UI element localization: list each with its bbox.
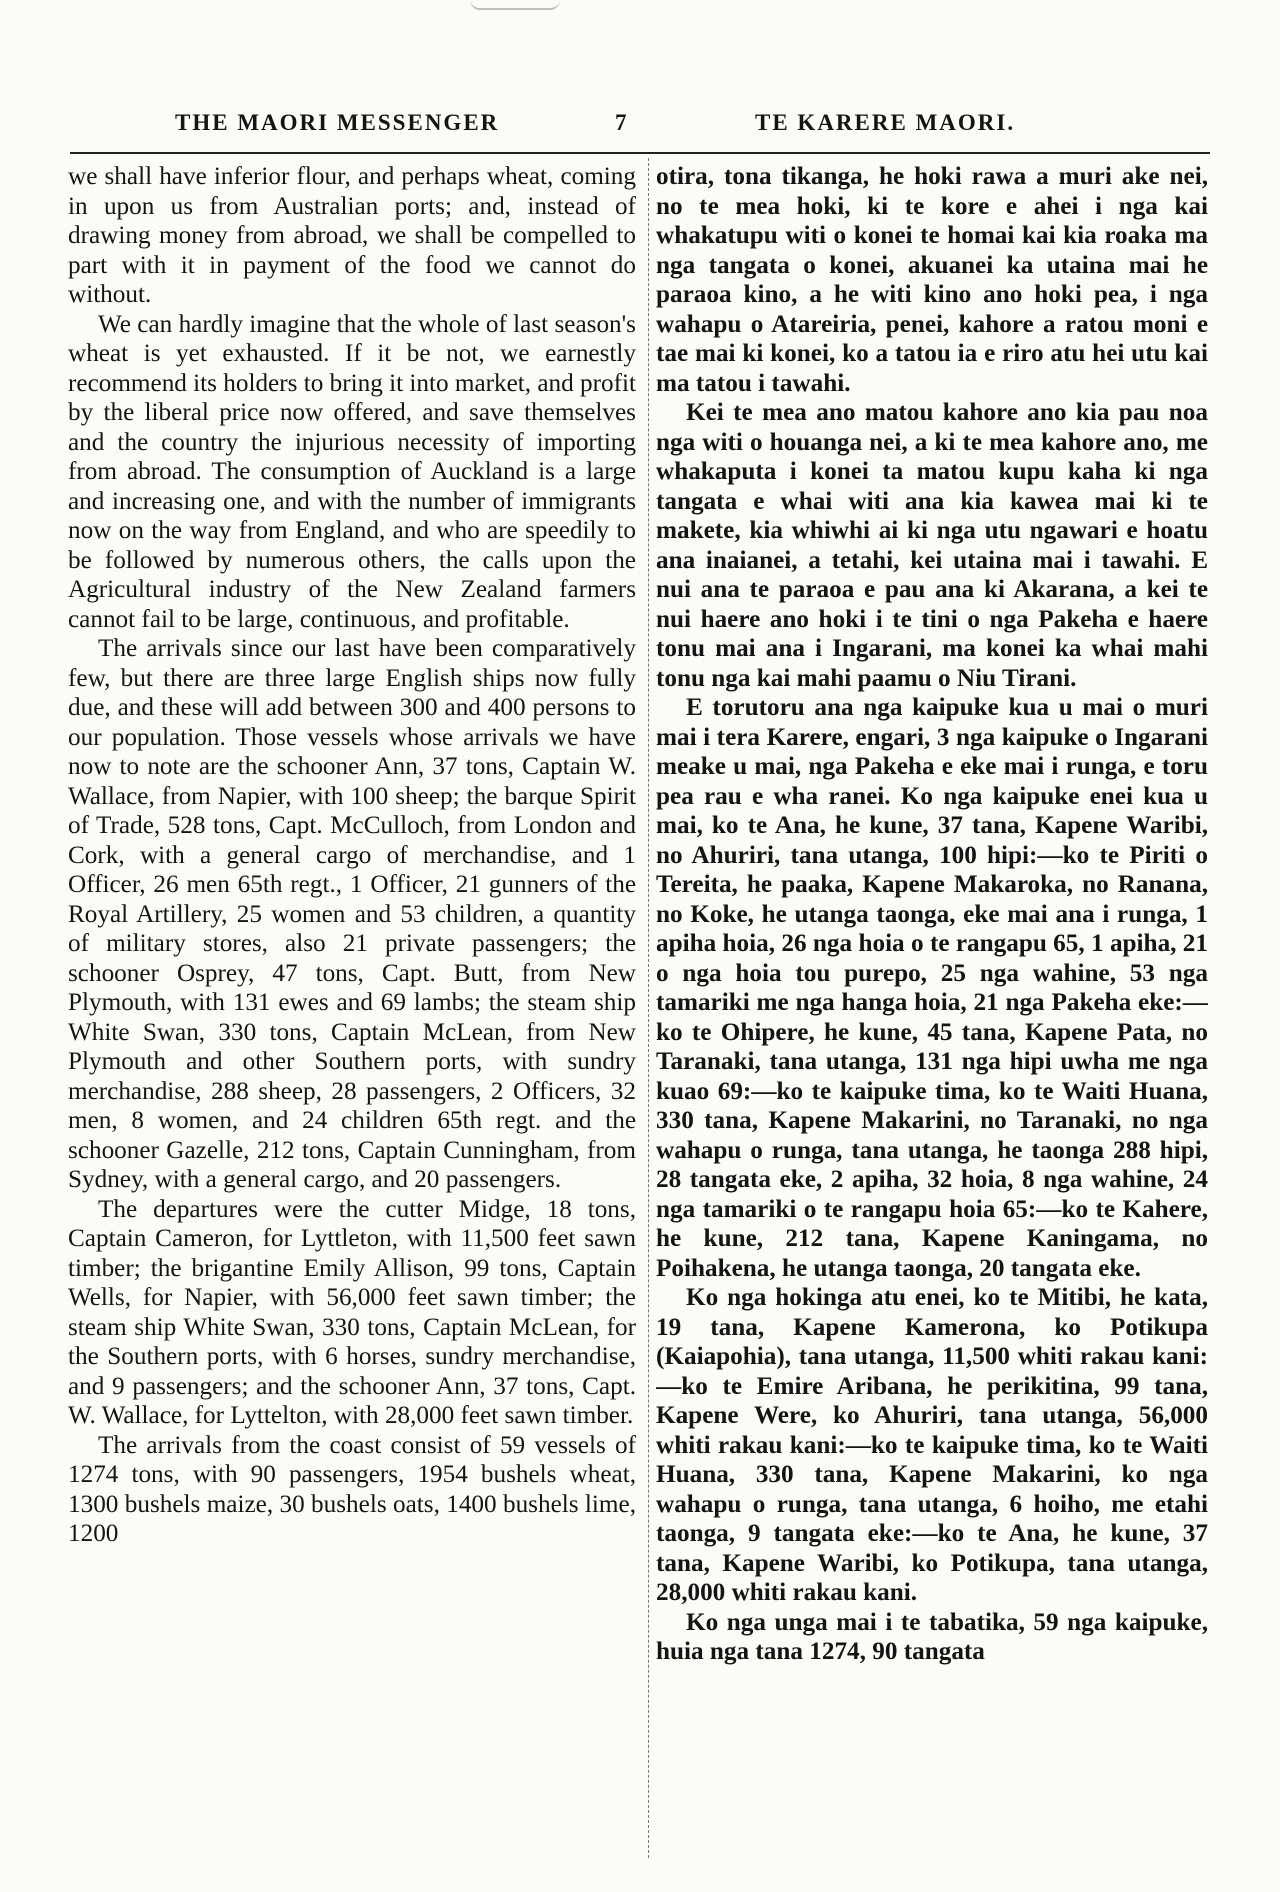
english-paragraph: we shall have inferior flour, and perhaps wheat, coming in upon us from Australian ports; and, instead of drawing money from abroad, we shall be compelled to part with it in payment of the food we cannot do without. [68, 163, 636, 308]
header-rule [70, 152, 1210, 154]
english-paragraph: We can hardly imagine that the whole of last season's wheat is yet exhausted. If it be not, we earnestly recommend its holders to bring it into market, and profit by the liberal price now offered, and save themselves and the country the injurious necessity of importing from abroad. The consumption of Auckland is a large and increasing one, and with the number of immigrants now on the way from England, and who are speedily to be followed by numerous others, the calls upon the Agricultural industry of the New Zealand farmers cannot fail to be large, continuous, and profitable. [68, 310, 636, 633]
column-divider [648, 158, 649, 1858]
maori-paragraph: otira, tona tikanga, he hoki rawa a muri ake nei, no te mea hoki, ki te kore e ahei i nga kai whakatupu witi o konei te homai kai kia roaka ma nga tangata o konei, akuanei ka utaina mai he paraoa kino, a he witi kino ano hoki pea, i nga wahapu o Atareiria, penei, kahore a ratou moni e tae mai ki konei, ko a tatou ia e riro atu hei utu kai ma tatou i tawahi. [656, 163, 1208, 397]
header-title-english: THE MAORI MESSENGER [175, 110, 500, 135]
maori-paragraph: E torutoru ana nga kaipuke kua u mai o muri mai i tera Karere, engari, 3 nga kaipuke o Ingarani meake u mai, nga Pakeha e eke mai i runga, e toru pea rau e wha ranei. Ko nga kaipuke enei kua u mai, ko te Ana, he kune, 37 tana, Kapene Waribi, no Ahuriri, tana utanga, 100 hipi:—ko te Piriti o Tereita, he paaka, Kapene Makaroka, no Ranana, no Koke, he utanga taonga, eke mai ana i runga, 1 apiha hoia, 26 nga hoia o te rangapu 65, 1 apiha, 21 o nga hoia tou purepo, 25 nga wahine, 53 nga tamariki me nga hanga hoia, 21 nga Pakeha eke:—ko te Ohipere, he kune, 45 tana, Kapene Pata, no Taranaki, tana utanga, 131 nga hipi uwha me nga kuao 69:—ko te kaipuke tima, ko te Waiti Huana, 330 tana, Kapene Makarini, no Taranaki, no nga wahapu o runga, tana utanga, he taonga 288 hipi, 28 tangata eke, 2 apiha, 32 hoia, 8 nga wahine, 24 nga tamariki o te rangapu hoia 65:—ko te Kahere, he kune, 212 tana, Kapene Kaningama, no Poihakena, he utanga taonga, 20 tangata eke. [656, 694, 1208, 1282]
english-column [68, 162, 636, 1872]
english-paragraph: The arrivals from the coast consist of 59 vessels of 1274 tons, with 90 passengers, 1954 bushels wheat, 1300 bushels maize, 30 bushels oats, 1400 bushels lime, 1200 [68, 1431, 636, 1547]
english-paragraph: The arrivals since our last have been comparatively few, but there are three large English ships now fully due, and these will add between 300 and 400 persons to our population. Those vessels whose arrivals we have now to note are the schooner Ann, 37 tons, Captain W. Wallace, from Napier, with 100 sheep; the barque Spirit of Trade, 528 tons, Capt. McCulloch, from London and Cork, with a general cargo of merchandise, and 1 Officer, 26 men 65th regt., 1 Officer, 21 gunners of the Royal Artillery, 25 women and 53 children, a quantity of military stores, also 21 private passengers; the schooner Osprey, 47 tons, Capt. Butt, from New Plymouth, with 131 ewes and 69 lambs; the steam ship White Swan, 330 tons, Captain McLean, from New Plymouth and other Southern ports, with sundry merchandise, 288 sheep, 28 passengers, 2 Officers, 32 men, 8 women, and 24 children 65th regt. and the schooner Gazelle, 212 tons, Captain Cunningham, from Sydney, with a general cargo, and 20 passengers. [68, 635, 636, 1193]
maori-paragraph: Ko nga hokinga atu enei, ko te Mitibi, he kata, 19 tana, Kapene Kamerona, ko Potikupa (Kaiapohia), tana utanga, 11,500 whiti rakau kani:—ko te Emire Aribana, he perikitina, 99 tana, Kapene Were, ko Ahuriri, tana utanga, 56,000 whiti rakau kani:—ko te kaipuke tima, ko te Waiti Huana, 330 tana, Kapene Makarini, ko nga wahapu o runga, tana utanga, 6 hoiho, me etahi taonga, 9 tangata eke:—ko te Ana, he kune, 37 tana, Kapene Waribi, ko Potikupa, tana utanga, 28,000 whiti rakau kani. [656, 1284, 1208, 1606]
page-header [160, 110, 1160, 146]
english-paragraph: The departures were the cutter Midge, 18 tons, Captain Cameron, for Lyttleton, with 11,500 feet sawn timber; the brigantine Emily Allison, 99 tons, Captain Wells, for Napier, with 56,000 feet sawn timber; the steam ship White Swan, 330 tons, Captain McLean, for the Southern ports, with 6 horses, sundry merchandise, and 9 passengers; and the schooner Ann, 37 tons, Capt. W. Wallace, for Lyttelton, with 28,000 feet sawn timber. [68, 1195, 636, 1429]
top-ornament [470, 0, 560, 10]
maori-paragraph: Kei te mea ano matou kahore ano kia pau noa nga witi o houanga nei, a ki te mea kahore ano, me whakaputa i konei ta matou kupu kaha ki nga tangata e whai witi ana kia kawea mai ki te makete, kia whiwhi ai ki nga utu ngawari e hoatu ana inaianei, a tetahi, kei utaina mai i tawahi. E nui ana te paraoa e pau ana ki Akarana, a kei te nui haere ano hoki i te tini o nga Pakeha e haere tonu mai ana i Ingarani, ma konei ka whai mahi tonu nga kai mahi paamu o Niu Tirani. [656, 399, 1208, 692]
maori-paragraph: Ko nga unga mai i te tabatika, 59 nga kaipuke, huia nga tana 1274, 90 tangata [656, 1608, 1208, 1665]
header-title-maori: TE KARERE MAORI. [755, 110, 1016, 135]
page-number: 7 [615, 110, 629, 135]
maori-column [656, 162, 1208, 1872]
